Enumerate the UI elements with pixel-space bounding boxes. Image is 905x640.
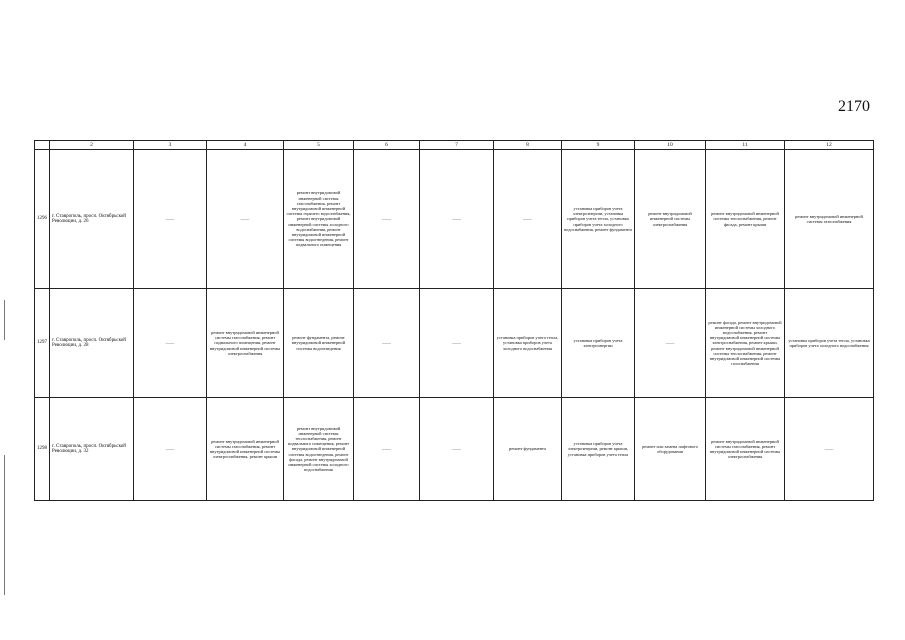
cell-col-8: ремонт фундамента xyxy=(494,398,562,501)
column-header: 8 xyxy=(494,141,562,150)
cell-col-12: ремонт внутридомовой инженерной системы газоснабжения xyxy=(785,150,874,289)
cell-col-12: установка приборов учета тепла, установка приборов учета холодного водоснабжения xyxy=(785,289,874,398)
repair-schedule-table xyxy=(34,140,874,501)
cell-col-12: —— xyxy=(785,398,874,501)
column-header: 9 xyxy=(562,141,635,150)
cell-col-8: —— xyxy=(494,150,562,289)
cell-col-3: —— xyxy=(134,150,207,289)
cell-col-6: —— xyxy=(354,398,420,501)
cell-col-6: —— xyxy=(354,289,420,398)
column-header: 5 xyxy=(284,141,354,150)
column-header: 4 xyxy=(207,141,284,150)
cell-col-9: установка приборов учета электроэнергии, установка приборов учета тепла, установка приборов учета холодного водоснабжения, ремонт фундамента xyxy=(562,150,635,289)
scan-edge-mark xyxy=(4,300,5,340)
cell-col-10: ремонт внутридомовой инженерной системы электроснабжения xyxy=(635,150,706,289)
row-address: г. Ставрополь, просп. Октябрьской Революции, д. 32 xyxy=(50,398,134,501)
cell-col-7: —— xyxy=(420,398,494,501)
cell-col-3: —— xyxy=(134,398,207,501)
cell-col-7: —— xyxy=(420,150,494,289)
cell-col-11: ремонт внутридомовой инженерной системы теплоснабжения, ремонт фасада, ремонт крыши xyxy=(706,150,785,289)
column-header: 3 xyxy=(134,141,207,150)
cell-col-9: установка приборов учета электроэнергии, ремонт крыши, установка приборов учета тепла xyxy=(562,398,635,501)
cell-col-10: ремонт или замена лифтового оборудования xyxy=(635,398,706,501)
cell-col-4: ремонт внутридомовой инженерной системы газоснабжения, ремонт подвального помещения, ремонт внутридомовой инженерной системы электроснабжения xyxy=(207,289,284,398)
cell-col-10: —— xyxy=(635,289,706,398)
column-header: 11 xyxy=(706,141,785,150)
cell-col-3: —— xyxy=(134,289,207,398)
column-header: 10 xyxy=(635,141,706,150)
cell-col-4: —— xyxy=(207,150,284,289)
page-number: 2170 xyxy=(838,98,870,115)
row-address: г. Ставрополь, просп. Октябрьской Революции, д. 28 xyxy=(50,289,134,398)
cell-col-4: ремонт внутридомовой инженерной системы газоснабжения, ремонт внутридомовой инженерной системы электроснабжения, ремонт крыши xyxy=(207,398,284,501)
cell-col-8: установка приборов учета тепла, установка приборов учета холодного водоснабжения xyxy=(494,289,562,398)
cell-col-5: ремонт внутридомовой инженерной системы газоснабжения, ремонт внутридомовой инженерной системы горячего водоснабжения, ремонт внутридомовой инженерной системы холодного водоснабжения, ремонт внутридомовой инженерной системы водоотведения, ремонт подвального помещения xyxy=(284,150,354,289)
cell-col-6: —— xyxy=(354,150,420,289)
cell-col-11: ремонт внутридомовой инженерной системы газоснабжения, ремонт внутридомовой инженерной системы электроснабжения xyxy=(706,398,785,501)
column-header xyxy=(35,141,50,150)
column-header: 6 xyxy=(354,141,420,150)
cell-col-5: ремонт внутридомовой инженерной системы теплоснабжения, ремонт подвального помещения, ремонт внутридомовой инженерной системы водоотведения, ремонт фасада, ремонт внутридомовой инженерной системы холодного водоснабжения xyxy=(284,398,354,501)
cell-col-5: ремонт фундамента, ремонт внутридомовой инженерной системы водоотведения xyxy=(284,289,354,398)
column-header: 12 xyxy=(785,141,874,150)
column-header: 2 xyxy=(50,141,134,150)
row-number: 1296 xyxy=(35,150,50,289)
table-row xyxy=(35,289,874,398)
row-address: г. Ставрополь, просп. Октябрьской Революции, д. 26 xyxy=(50,150,134,289)
row-number: 1297 xyxy=(35,289,50,398)
cell-col-7: —— xyxy=(420,289,494,398)
column-number-row xyxy=(35,141,874,150)
table-row xyxy=(35,398,874,501)
scan-edge-mark xyxy=(4,455,5,595)
table-row xyxy=(35,150,874,289)
row-number: 1298 xyxy=(35,398,50,501)
column-header: 7 xyxy=(420,141,494,150)
cell-col-9: установка приборов учета электроэнергии xyxy=(562,289,635,398)
cell-col-11: ремонт фасада, ремонт внутридомовой инженерной системы холодного водоснабжения, ремонт внутридомовой инженерной системы электроснабжения, ремонт крыши, ремонт внутридомовой инженерной системы теплоснабжения, ремонт внутридомовой инженерной системы газоснабжения xyxy=(706,289,785,398)
